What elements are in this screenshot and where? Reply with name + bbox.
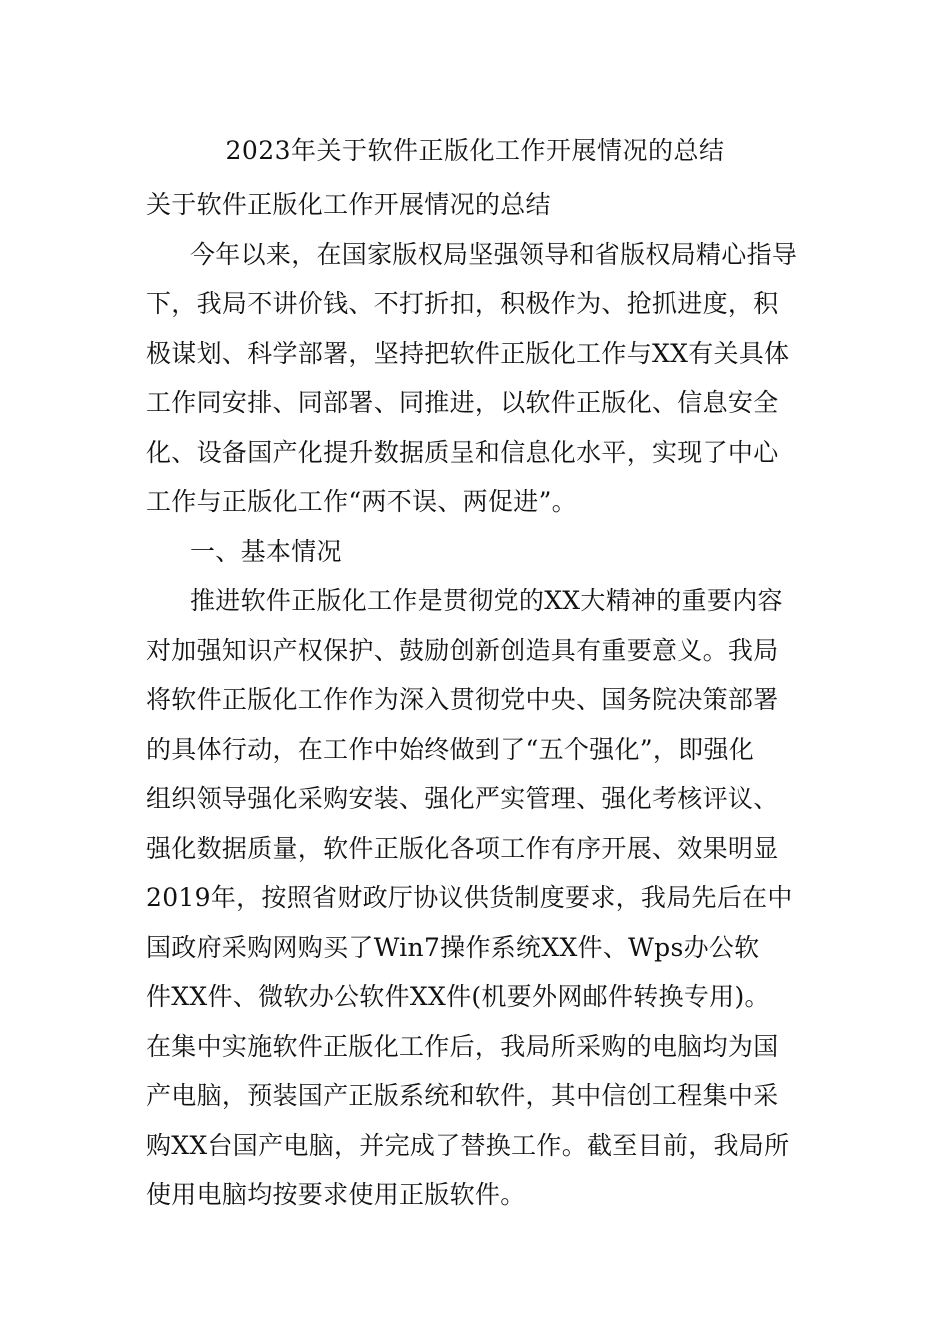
- document-body: [146, 180, 826, 1220]
- text-line: 的具体行动，在工作中始终做到了“五个强化”，即强化: [146, 734, 755, 764]
- text-line: 对加强知识产权保护、鼓励创新创造具有重要意义。我局: [146, 635, 779, 665]
- text-line: 组织领导强化采购安装、强化严实管理、强化考核评议、: [146, 784, 779, 813]
- text-line: 工作同安排、同部署、同推进，以软件正版化、信息安全: [146, 388, 779, 417]
- text-line: 国政府采购网购买了Win7操作系统XX件、Wps办公软: [146, 932, 760, 962]
- text-line: 产电脑，预装国产正版系统和软件，其中信创工程集中采: [146, 1081, 779, 1110]
- text-line: 今年以来，在国家版权局坚强领导和省版权局精心指导: [190, 239, 798, 269]
- text-line: 推进软件正版化工作是贯彻党的XX大精神的重要内容: [190, 586, 783, 615]
- text-line: 购XX台国产电脑，并完成了替换工作。截至目前，我局所: [146, 1130, 790, 1160]
- text-line: 2019年，按照省财政厅协议供货制度要求，我局先后在中: [146, 883, 793, 912]
- document-title: 2023年关于软件正版化工作开展情况的总结: [225, 136, 725, 165]
- text-line: 件XX件、微软办公软件XX件(机要外网邮件转换专用)。: [146, 982, 770, 1011]
- text-line: 下，我局不讲价钱、不打折扣，积极作为、抢抓进度，积: [146, 289, 779, 318]
- text-line: 在集中实施软件正版化工作后，我局所采购的电脑均为国: [146, 1031, 779, 1061]
- text-line: 极谋划、科学部署，坚持把软件正版化工作与XX有关具体: [146, 338, 790, 368]
- text-line: 强化数据质量，软件正版化各项工作有序开展、效果明显: [146, 833, 779, 863]
- text-line: 一、基本情况: [190, 536, 342, 566]
- text-line: 关于软件正版化工作开展情况的总结: [146, 190, 551, 219]
- text-line: 将软件正版化工作作为深入贯彻党中央、国务院决策部署: [146, 685, 779, 714]
- text-line: 化、设备国产化提升数据质呈和信息化水平，实现了中心: [146, 437, 779, 467]
- text-line: 使用电脑均按要求使用正版软件。: [146, 1180, 526, 1209]
- text-line: 工作与正版化工作“两不误、两促进”。: [146, 487, 577, 516]
